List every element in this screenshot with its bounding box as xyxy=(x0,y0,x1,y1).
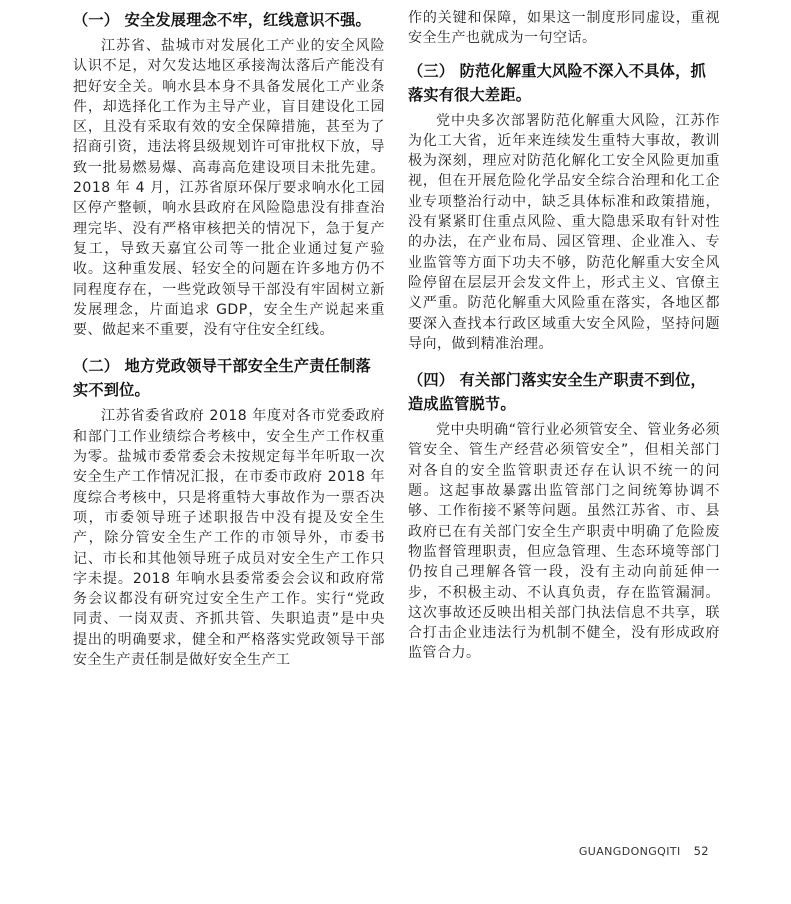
section-3-heading: （三） 防范化解重大风险不深入不具体，抓落实有很大差距。 xyxy=(408,61,706,104)
magazine-name: GUANGDONGQITI xyxy=(578,845,681,858)
section-2-paragraph-continued: 作的关键和保障，如果这一制度形同虚设，重视安全生产也就成为一句空话。 xyxy=(408,10,720,47)
section-2-heading: （二） 地方党政领导干部安全生产责任制落实不到位。 xyxy=(73,357,371,400)
section-2-paragraph: 江苏省委省政府 2018 年度对各市党委政府和部门工作业绩综合考核中，安全生产工作权重为零。盐城市委常委会未按规定每半年听取一次安全生产工作情况汇报，在市委市政府 2018 年度综合考核中，只是将重特大事故作为一票否决项，市委领导班子述职报告中没有提及安全生产，除分管安全生产工作的市领导外，市委书记、市长和其他领导班子成员对安全生产工作只字未提。2018 年响水县委常委会会议和政府常务会议都没有研究过安全生产工作。实行“党政同责、一岗双责、齐抓共管、失职追责”是中央提出的明确要求，健全和严格落实党政领导干部安全生产责任制是做好安全生产工 xyxy=(73,408,385,669)
section-4-paragraph: 党中央明确“管行业必须管安全、管业务必须管安全、管生产经营必须管安全”，但相关部门对各自的安全监管职责还存在认识不统一的问题。这起事故暴露出监管部门之间统筹协调不够、工作衔接不紧等问题。虽然江苏省、市、县政府已在有关部门安全生产职责中明确了危险废物监督管理职责，但应急管理、生态环境等部门仍按自己理解各管一段，没有主动向前延伸一步，不积极主动、不认真负责，存在监管漏洞。这次事故还反映出相关部门执法信息不共享，联合打击企业违法行为机制不健全，没有形成政府监管合力。 xyxy=(408,422,720,662)
section-1-heading: （一） 安全发展理念不牢，红线意识不强。 xyxy=(73,11,371,29)
page-number: 52 xyxy=(693,844,709,858)
section-3-paragraph: 党中央多次部署防范化解重大风险，江苏作为化工大省，近年来连续发生重特大事故，教训极为深刻，理应对防范化解化工安全风险更加重视，但在开展危险化学品安全综合治理和化工企业专项整治行动中，缺乏具体标准和政策措施，没有紧紧盯住重点风险、重大隐患采取有针对性的办法，在产业布局、园区管理、企业准入、专业监管等方面下功夫不够，防范化解重大安全风险停留在层层开会发文件上，形式主义、官僚主义严重。防范化解重大风险重在落实，各地区都要深入查找本行政区域重大安全风险，坚持问题导向，做到精准治理。 xyxy=(408,112,720,352)
left-column xyxy=(73,8,385,670)
section-1-paragraph: 江苏省、盐城市对发展化工产业的安全风险认识不足，对欠发达地区承接淘汰落后产能没有把好安全关。响水县本身不具备发展化工产业条件，却选择化工作为主导产业，盲目建设化工园区，且没有采取有效的安全保障措施，甚至为了招商引资，违法将县级规划许可审批权下放，导致一批易燃易爆、高毒高危建设项目未批先建。2018 年 4 月，江苏省原环保厅要求响水化工园区停产整顿，响水县政府在风险隐患没有排查治理完毕、没有严格审核把关的情况下，急于复产复工，导致天嘉宜公司等一批企业通过复产验收。这种重发展、轻安全的问题在许多地方仍不同程度存在，一些党政领导干部没有牢固树立新发展理念，片面追求 GDP，安全生产说起来重要、做起来不重要，没有守住安全红线。 xyxy=(73,38,385,339)
page-footer xyxy=(579,844,709,858)
right-column xyxy=(408,8,720,664)
section-4-heading: （四） 有关部门落实安全生产职责不到位，造成监管脱节。 xyxy=(408,371,706,414)
